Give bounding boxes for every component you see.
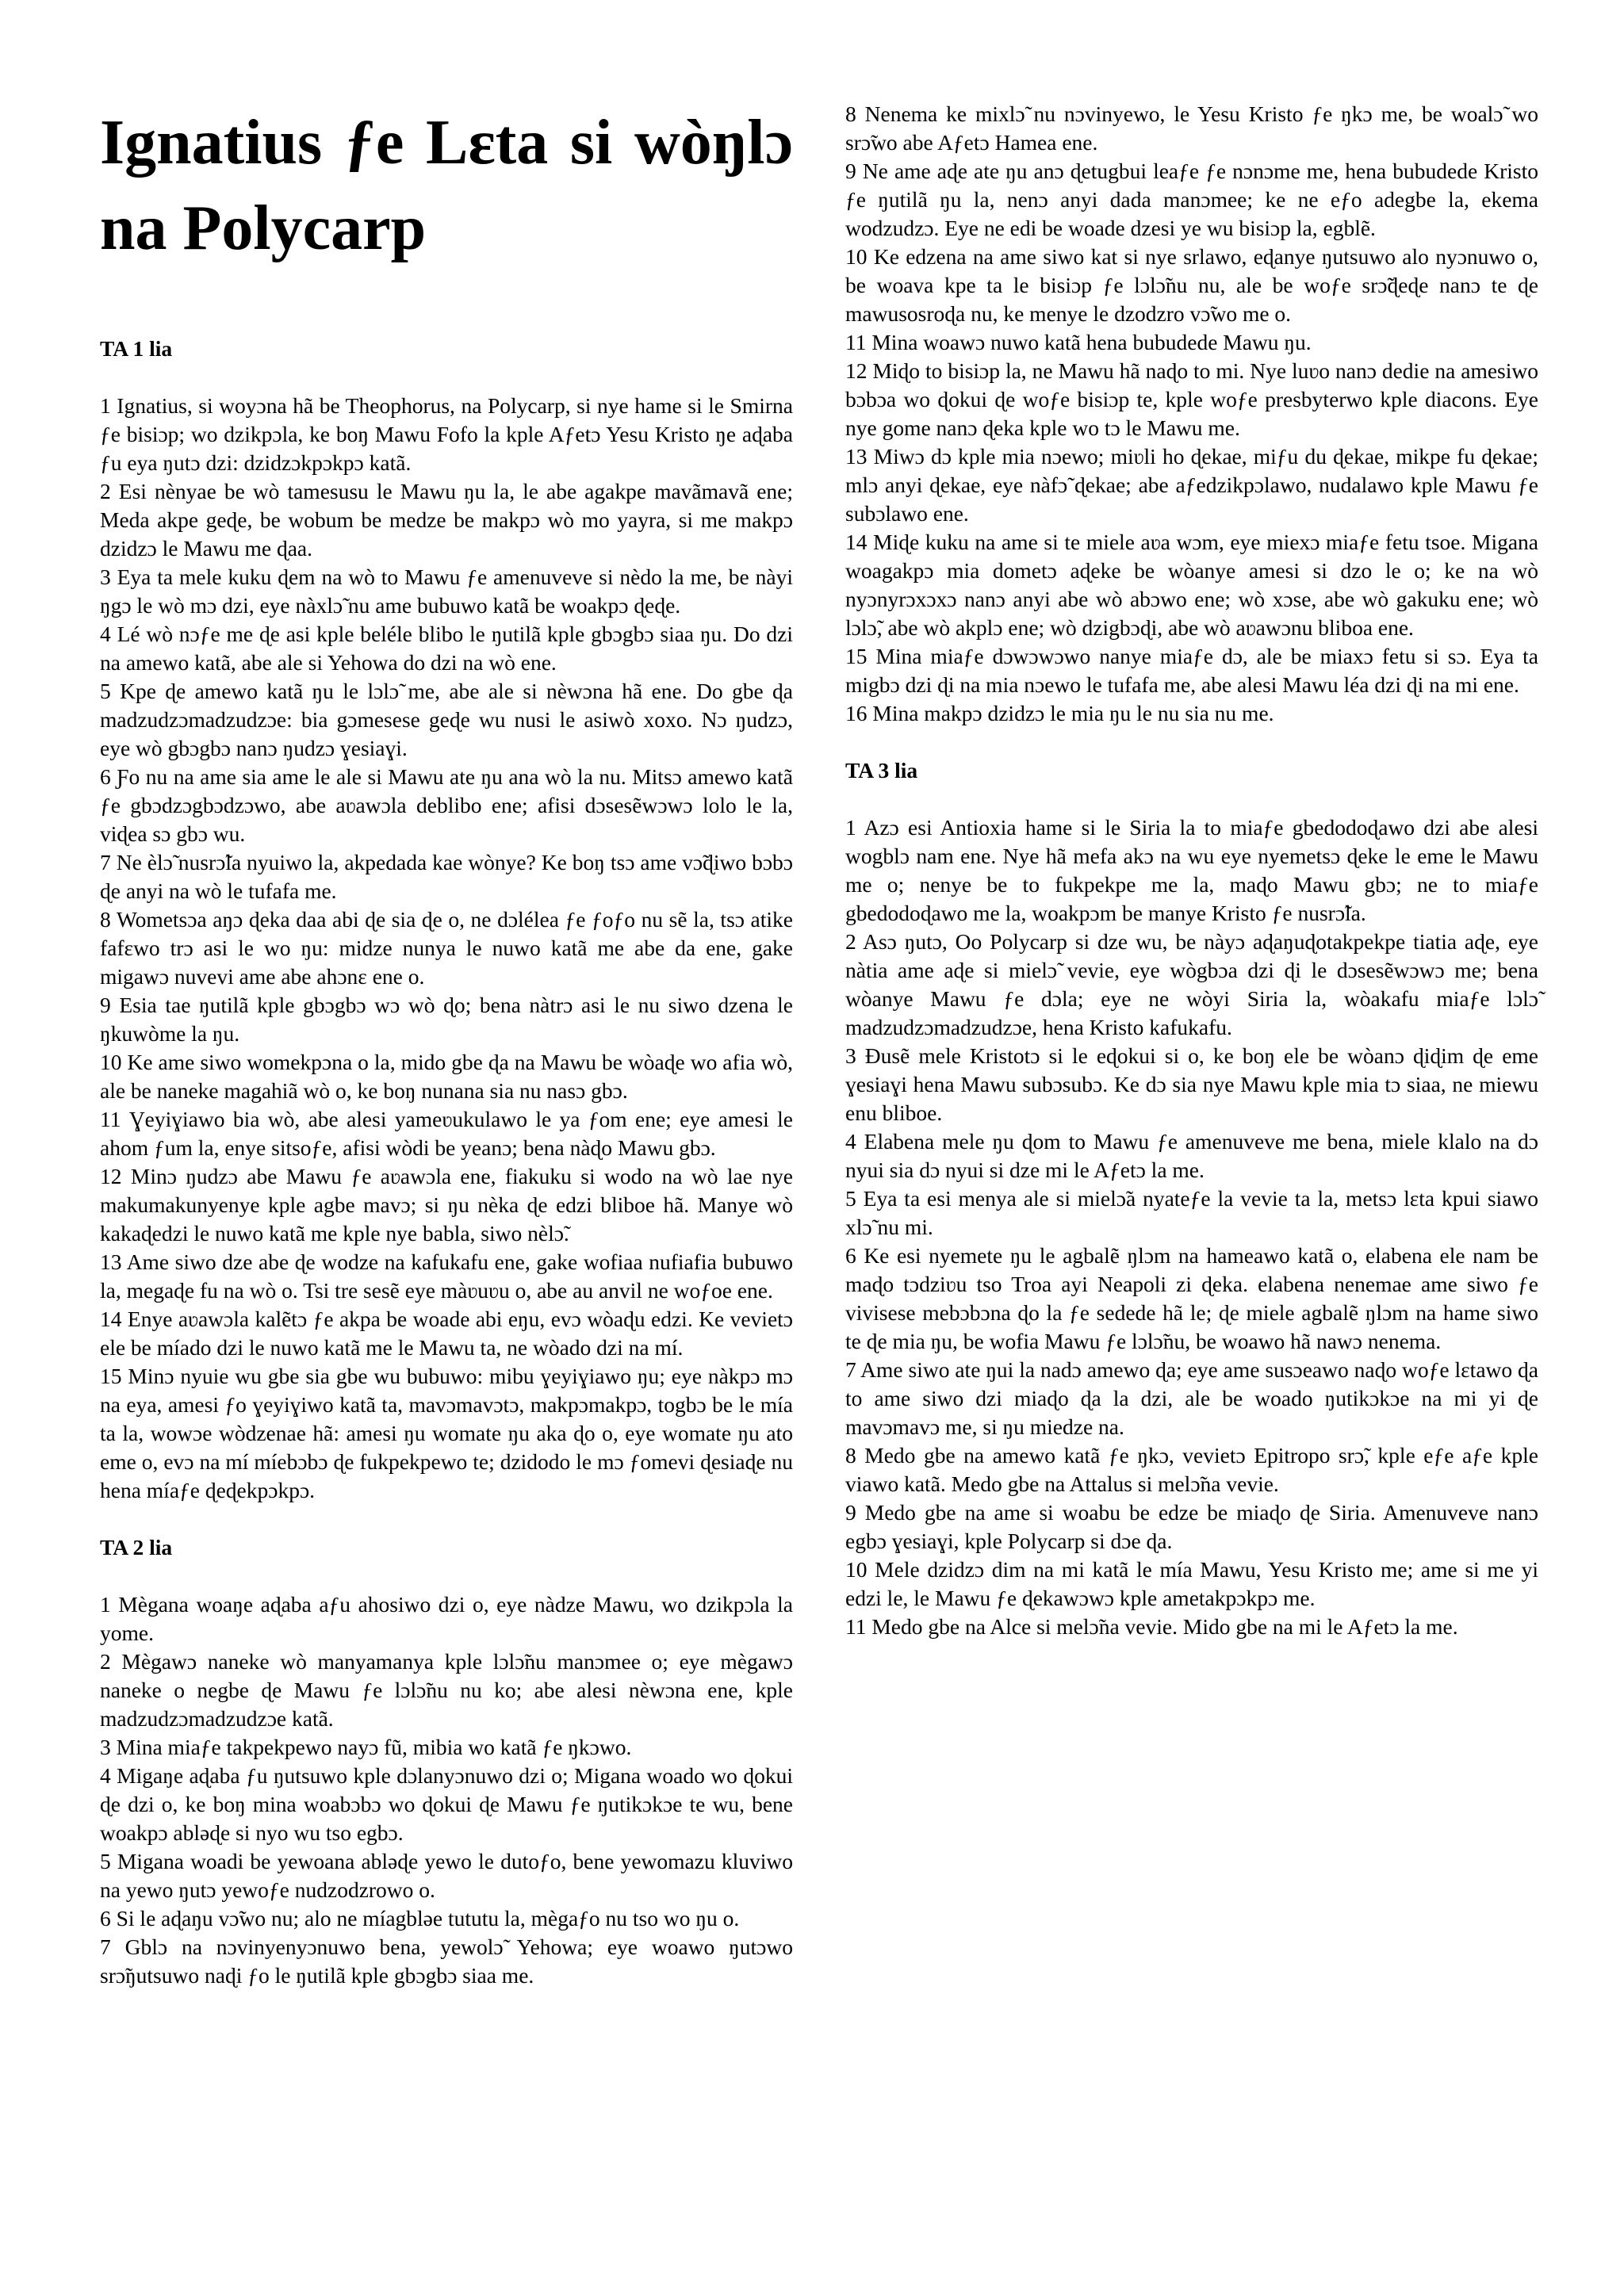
paragraph: 8 Nenema ke mixlɔ̃ nu nɔvinyewo, le Yesu Kristo ƒe ŋkɔ me, be woalɔ̃ wo srɔ̃wo abe Aƒetɔ Hamea ene.: [845, 101, 1538, 155]
paragraph: 1 Azɔ esi Antioxia hame si le Siria la to miaƒe gbedodoɖawo dzi abe alesi wogblɔ nam ene. Nye hã mefa akɔ na wu eye nyemetsɔ ɖeke le eme le Mawu me o; nenye be to fukpekpe me la, maɖo Mawu gbɔ; ne to miaƒe gbedodoɖawo me la, woakpɔm be manye Kristo ƒe nusrɔ̃la.: [845, 815, 1538, 925]
paragraph: 3 Ɖusẽ mele Kristotɔ si le eɖokui si o, ke boŋ ele be wòanɔ ɖiɖim ɖe eme ɣesiaɣi hena Mawu subɔsubɔ. Ke dɔ sia nye Mawu kple mia tɔ siaa, ne miewu enu bliboe.: [845, 1043, 1538, 1125]
paragraph: 1 Ignatius, si woyɔna hã be Theophorus, na Polycarp, si nye hame si le Smirna ƒe bisiɔp; wo dzikpɔla, ke boŋ Mawu Fofo la kple Aƒetɔ Yesu Kristo ŋe aɖaba ƒu eya ŋutɔ dzi: dzidzɔkpɔkpɔ katã.: [100, 393, 793, 475]
paragraph: 8 Wometsɔa aŋɔ ɖeka daa abi ɖe sia ɖe o, ne dɔlélea ƒe ƒoƒo nu sẽ la, tsɔ atike fafɛwo trɔ asi le wo ŋu: midze nunya le nuwo katã me abe da ene, gake migawɔ nuvevi ame abe ahɔnɛ ene o.: [100, 907, 793, 989]
paragraph: 9 Ne ame aɖe ate ŋu anɔ ɖetugbui leaƒe ƒe nɔnɔme me, hena bubudede Kristo ƒe ŋutilã ŋu la, nenɔ anyi dada manɔmee; ke ne eƒo adegbe la, ekema wodzudzɔ. Eye ne edi be woade dzesi ye wu bisiɔp la, egblẽ.: [845, 159, 1538, 240]
paragraph: 13 Miwɔ dɔ kple mia nɔewo; miʋli ho ɖekae, miƒu du ɖekae, mikpe fu ɖekae; mlɔ anyi ɖekae, eye nàfɔ̃ ɖekae; abe aƒedzikpɔlawo, nudalawo kple Mawu ƒe subɔlawo ene.: [845, 444, 1538, 526]
paragraph: 10 Ke ame siwo womekpɔna o la, mido gbe ɖa na Mawu be wòaɖe wo afia wò, ale be naneke magahiã wò o, ke boŋ nunana sia nu nasɔ gbɔ.: [100, 1050, 793, 1103]
right-column: [845, 100, 1538, 1641]
paragraph: 4 Lé wò nɔƒe me ɖe asi kple beléle blibo le ŋutilã kple gbɔgbɔ siaa ŋu. Do dzi na amewo katã, abe ale si Yehowa do dzi na wò ene.: [100, 622, 793, 675]
paragraph: 6 Si le aɖaŋu vɔ̃wo nu; alo ne míagbləe tututu la, mègaƒo nu tso wo ŋu o.: [100, 1906, 740, 1931]
paragraph: 2 Asɔ ŋutɔ, Oo Polycarp si dze wu, be nàyɔ aɖaŋuɖotakpekpe tiatia aɖe, eye nàtia ame aɖe si mielɔ̃ vevie, eye wògbɔa dzi ɖi le dɔsesẽwɔwɔ me; bena wòanye Mawu ƒe dɔla; eye ne wòyi Siria la, wòakafu miaƒe lɔlɔ̃ madzudzɔmadzudzɔe, hena Kristo kafukafu.: [845, 929, 1538, 1039]
paragraph: 5 Migana woadi be yewoana abləɖe yewo le dutoƒo, bene yewomazu kluviwo na yewo ŋutɔ yewoƒe nudzodzrowo o.: [100, 1849, 793, 1902]
paragraph: 6 Ke esi nyemete ŋu le agbalẽ ŋlɔm na hameawo katã o, elabena ele nam be maɖo tɔdziʋu tso Troa ayi Neapoli zi ɖeka. elabena nenemae ame siwo ƒe vivisese mebɔbɔna ɖo la ƒe sedede hã le; ɖe miele agbalẽ ŋlɔm na hame siwo te ɖe mia ŋu, be wofia Mawu ƒe lɔlɔ̃nu, be woawo hã nawɔ nenema.: [845, 1243, 1538, 1353]
paragraph: 14 Miɖe kuku na ame si te miele aʋa wɔm, eye miexɔ miaƒe fetu tsoe. Migana woagakpɔ mia dometɔ aɖeke be wòanye amesi si dzo le o; ke na wò nyɔnyrɔxɔxɔ nanɔ anyi abe wò abɔwo ene; wò xɔse, abe wò gakuku ene; wò lɔlɔ̃, abe wò akplɔ ene; wò dzigbɔɖi, abe wò aʋawɔnu bliboa ene.: [845, 530, 1538, 640]
paragraph: 7 Gblɔ na nɔvinyenyɔnuwo bena, yewolɔ̃ Yehowa; eye woawo ŋutɔwo srɔ̃ŋutsuwo naɖi ƒo le ŋutilã kple gbɔgbɔ siaa me.: [100, 1934, 793, 1988]
paragraph: 14 Enye aʋawɔla kalẽtɔ ƒe akpa be woade abi eŋu, evɔ wòaɖu edzi. Ke vevietɔ ele be míado dzi le nuwo katã me le Mawu ta, ne wòado dzi na mí.: [100, 1307, 793, 1360]
section-heading: TA 3 lia: [845, 758, 918, 783]
section-heading: TA 2 lia: [100, 1535, 173, 1559]
paragraph: 7 Ne èlɔ̃ nusrɔ̃la nyuiwo la, akpedada kae wònye? Ke boŋ tsɔ ame vɔ̃ɖiwo bɔbɔ ɖe anyi na wò le tufafa me.: [100, 850, 793, 903]
paragraph: 3 Eya ta mele kuku ɖem na wò to Mawu ƒe amenuveve si nèdo la me, be nàyi ŋgɔ le wò mɔ dzi, eye nàxlɔ̃ nu ame bubuwo katã be woakpɔ ɖeɖe.: [100, 564, 793, 618]
paragraph: 10 Mele dzidzɔ dim na mi katã le mía Mawu, Yesu Kristo me; ame si me yi edzi le, le Mawu ƒe ɖekawɔwɔ kple ametakpɔkpɔ me.: [845, 1557, 1538, 1610]
paragraph: 11 Medo gbe na Alce si melɔ̃na vevie. Mido gbe na mi le Aƒetɔ la me.: [845, 1614, 1458, 1639]
paragraph: 7 Ame siwo ate ŋui la nadɔ amewo ɖa; eye ame susɔeawo naɖo woƒe lɛtawo ɖa to ame siwo dzi miaɖo ɖa la dzi, ale be woado ŋutikɔkɔe na mi yi ɖe mavɔmavɔ me, si ŋu miedze na.: [845, 1357, 1538, 1439]
spacer: [100, 1505, 793, 1533]
paragraph: 12 Minɔ ŋudzɔ abe Mawu ƒe aʋawɔla ene, fiakuku si wodo na wò lae nye makumakunyenye kple agbe mavɔ; si ŋu nèka ɖe edzi bliboe hã. Manye wò kakaɖedzi le nuwo katã me kple nye babla, siwo nèlɔ̃.: [100, 1164, 793, 1246]
paragraph: 15 Mina miaƒe dɔwɔwɔwo nanye miaƒe dɔ, ale be miaxɔ fetu si sɔ. Eya ta migbɔ dzi ɖi na mia nɔewo le tufafa me, abe alesi Mawu léa dzi ɖi na mi ene.: [845, 644, 1538, 697]
left-column: [100, 100, 793, 1990]
paragraph: 11 Mina woawɔ nuwo katã hena bubudede Mawu ŋu.: [845, 330, 1312, 354]
paragraph: 11 Ɣeyiɣiawo bia wò, abe alesi yameʋukulawo le ya ƒom ene; eye amesi le ahom ƒum la, enye sitsoƒe, afisi wòdi be yeanɔ; bena nàɖo Mawu gbɔ.: [100, 1107, 793, 1160]
paragraph: 4 Elabena mele ŋu ɖom to Mawu ƒe amenuveve me bena, miele klalo na dɔ nyui sia dɔ nyui si dze mi le Aƒetɔ la me.: [845, 1129, 1538, 1182]
document-title: Ignatius ƒe Lɛta si wòŋlɔ na Polycarp: [100, 108, 793, 263]
paragraph: 8 Medo gbe na amewo katã ƒe ŋkɔ, vevietɔ Epitropo srɔ̃, kple eƒe aƒe kple viawo katã. Medo gbe na Attalus si melɔ̃na vevie.: [845, 1443, 1538, 1496]
spacer: [845, 728, 1538, 756]
paragraph: 13 Ame siwo dze abe ɖe wodze na kafukafu ene, gake wofiaa nufiafia bubuwo la, megaɖe fu na wò o. Tsi tre sesẽ eye màʋuʋu o, abe au anvil ne woƒoe ene.: [100, 1249, 793, 1303]
paragraph: 10 Ke edzena na ame siwo kat si nye srlawo, eɖanye ŋutsuwo alo nyɔnuwo o, be woava kpe ta le bisiɔp ƒe lɔlɔ̃nu nu, ale be woƒe srɔ̃ɖeɖe nanɔ te ɖe mawusosroɖa nu, ke menye le dzodzro vɔ̃wo me o.: [845, 244, 1538, 326]
paragraph: 9 Esia tae ŋutilã kple gbɔgbɔ wɔ wò ɖo; bena nàtrɔ asi le nu siwo dzena le ŋkuwòme la ŋu.: [100, 993, 793, 1046]
paragraph: 3 Mina miaƒe takpekpewo nayɔ fũ, mibia wo katã ƒe ŋkɔwo.: [100, 1735, 632, 1759]
paragraph: 5 Eya ta esi menya ale si mielɔ̃a nyateƒe la vevie ta la, metsɔ lɛta kpui siawo xlɔ̃ nu mi.: [845, 1186, 1538, 1239]
paragraph: 15 Minɔ nyuie wu gbe sia gbe wu bubuwo: mibu ɣeyiɣiawo ŋu; eye nàkpɔ mɔ na eya, amesi ƒo ɣeyiɣiwo katã ta, mavɔmavɔtɔ, makpɔmakpɔ, togbɔ be le mía ta la, wowɔe wòdzenae hã: amesi ŋu womate ŋu aka ɖo o, eye womate ŋu ato eme o, evɔ na mí míebɔbɔ ɖe fukpekpewo te; dzidodo le mɔ ƒomevi ɖesiaɖe nu hena míaƒe ɖeɖekpɔkpɔ.: [100, 1364, 793, 1502]
paragraph: 12 Miɖo to bisiɔp la, ne Mawu hã naɖo to mi. Nye luʋo nanɔ dedie na amesiwo bɔbɔa wo ɖokui ɖe woƒe bisiɔp te, kple woƒe presbyterwo kple diacons. Eye nye gome nanɔ ɖeka kple wo tɔ le Mawu me.: [845, 358, 1538, 440]
section-heading: TA 1 lia: [100, 336, 173, 361]
paragraph: 4 Migaŋe aɖaba ƒu ŋutsuwo kple dɔlanyɔnuwo dzi o; Migana woado wo ɖokui ɖe dzi o, ke boŋ mina woabɔbɔ wo ɖokui ɖe Mawu ƒe ŋutikɔkɔe te wu, bene woakpɔ abləɖe si nyo wu tso egbɔ.: [100, 1763, 793, 1845]
paragraph: 5 Kpe ɖe amewo katã ŋu le lɔlɔ̃ me, abe ale si nèwɔna hã ene. Do gbe ɖa madzudzɔmadzudzɔe: bia gɔmesese geɖe wu nusi le asiwò xoxo. Nɔ ŋudzɔ, eye wò gbɔgbɔ nanɔ ŋudzɔ ɣesiaɣi.: [100, 679, 793, 760]
paragraph: 1 Mègana woaŋe aɖaba aƒu ahosiwo dzi o, eye nàdze Mawu, wo dzikpɔla la yome.: [100, 1592, 793, 1645]
paragraph: 6 Ƒo nu na ame sia ame le ale si Mawu ate ŋu ana wò la nu. Mitsɔ amewo katã ƒe gbɔdzɔgbɔdzɔwo, abe aʋawɔla deblibo ene; afisi dɔsesẽwɔwɔ lolo le la, viɖea sɔ gbɔ wu.: [100, 764, 793, 846]
paragraph: 2 Esi nènyae be wò tamesusu le Mawu ŋu la, le abe agakpe mavãmavã ene; Meda akpe geɖe, be wobum be medze be makpɔ wò mo yayra, si me makpɔ dzidzɔ le Mawu me ɖaa.: [100, 479, 793, 561]
paragraph: 2 Mègawɔ naneke wò manyamanya kple lɔlɔ̃nu manɔmee o; eye mègawɔ naneke o negbe ɖe Mawu ƒe lɔlɔ̃nu nu ko; abe alesi nèwɔna ene, kple madzudzɔmadzudzɔe katã.: [100, 1649, 793, 1731]
paragraph: 9 Medo gbe na ame si woabu be edze be miaɖo ɖe Siria. Amenuveve nanɔ egbɔ ɣesiaɣi, kple Polycarp si dɔe ɖa.: [845, 1500, 1538, 1553]
paragraph: 16 Mina makpɔ dzidzɔ le mia ŋu le nu sia nu me.: [845, 701, 1274, 725]
